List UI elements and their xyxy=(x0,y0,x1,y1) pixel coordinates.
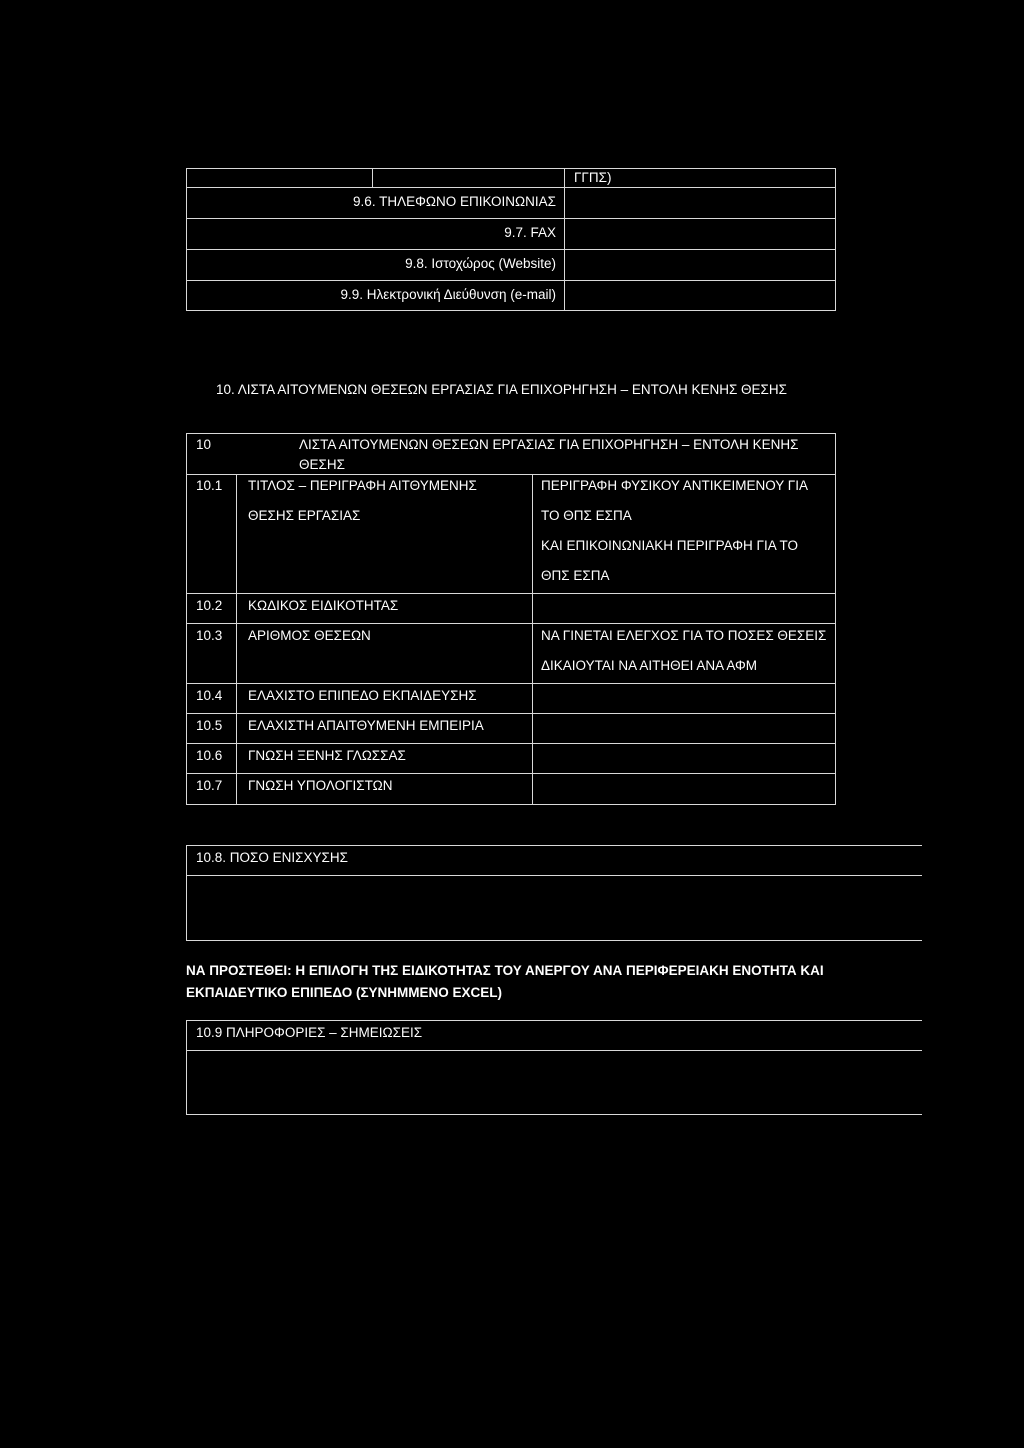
box-border xyxy=(186,845,922,846)
note-line: ΕΚΠΑΙΔΕΥΤΙΚΟ ΕΠΙΠΕΔΟ (ΣΥΝΗΜΜΕΝΟ EXCEL) xyxy=(186,985,503,1000)
table-border xyxy=(186,280,836,281)
box-border xyxy=(186,875,922,876)
table-border xyxy=(186,187,836,188)
ggps-fragment: ΓΓΠΣ) xyxy=(574,170,612,185)
table-border xyxy=(372,168,373,187)
row-value: ΠΕΡΙΓΡΑΦΗ ΦΥΣΙΚΟΥ ΑΝΤΙΚΕΙΜΕΝΟΥ ΓΙΑ xyxy=(541,478,808,493)
box-border xyxy=(186,1020,922,1021)
email-label: 9.9. Ηλεκτρονική Διεύθυνση (e-mail) xyxy=(340,287,556,302)
row-label: ΕΛΑΧΙΣΤΟ ΕΠΙΠΕΔΟ ΕΚΠΑΙΔΕΥΣΗΣ xyxy=(248,688,477,703)
row-number: 10.4 xyxy=(196,688,223,703)
table-border xyxy=(186,713,836,714)
row-value-cont: ΘΠΣ ΕΣΠΑ xyxy=(541,568,610,583)
row-label: ΕΛΑΧΙΣΤΗ ΑΠΑΙΤΘΥΜΕΝΗ ΕΜΠΕΙΡΙΑ xyxy=(248,718,484,733)
table-border xyxy=(186,773,836,774)
table-border xyxy=(186,804,836,805)
row-label: ΤΙΤΛΟΣ – ΠΕΡΙΓΡΑΦΗ ΑΙΤΘΥΜΕΝΗΣ xyxy=(248,478,477,493)
row-label: ΓΝΩΣΗ ΥΠΟΛΟΓΙΣΤΩΝ xyxy=(248,778,393,793)
table-border xyxy=(186,743,836,744)
row-number: 10.1 xyxy=(196,478,223,493)
table-border xyxy=(186,310,836,311)
row-number: 10.5 xyxy=(196,718,223,733)
table-border xyxy=(186,168,836,169)
table-border xyxy=(186,623,836,624)
header-title-cont: ΘΕΣΗΣ xyxy=(299,457,345,472)
table-border xyxy=(186,433,836,434)
table-border xyxy=(532,474,533,805)
row-value: ΝΑ ΓΙΝΕΤΑΙ ΕΛΕΓΧΟΣ ΓΙΑ ΤΟ ΠΟΣΕΣ ΘΕΣΕΙΣ xyxy=(541,628,827,643)
header-number: 10 xyxy=(196,437,212,452)
table-border xyxy=(564,168,565,311)
row-number: 10.2 xyxy=(196,598,223,613)
website-label: 9.8. Ιστοχώρος (Website) xyxy=(405,256,556,271)
row-number: 10.3 xyxy=(196,628,223,643)
table-border xyxy=(186,474,836,475)
table-border xyxy=(835,433,836,805)
row-number: 10.6 xyxy=(196,748,223,763)
box-border xyxy=(186,1114,922,1115)
box-border xyxy=(186,1020,187,1115)
box-border xyxy=(186,1050,922,1051)
box-border xyxy=(186,845,187,941)
row-label: ΓΝΩΣΗ ΞΕΝΗΣ ΓΛΩΣΣΑΣ xyxy=(248,748,406,763)
table-border xyxy=(236,474,237,805)
phone-label: 9.6. ΤΗΛΕΦΩΝΟ ΕΠΙΚΟΙΝΩΝΙΑΣ xyxy=(353,194,556,209)
row-label: ΑΡΙΘΜΟΣ ΘΕΣΕΩΝ xyxy=(248,628,371,643)
row-value-cont: ΚΑΙ ΕΠΙΚΟΙΝΩΝΙΑΚΗ ΠΕΡΙΓΡΑΦΗ ΓΙΑ ΤΟ xyxy=(541,538,798,553)
row-number: 10.7 xyxy=(196,778,223,793)
header-title: ΛΙΣΤΑ ΑΙΤΟΥΜΕΝΩΝ ΘΕΣΕΩΝ ΕΡΓΑΣΙΑΣ ΓΙΑ ΕΠΙΧΟΡΗΓΗΣΗ – ΕΝΤΟΛΗ ΚΕΝΗΣ xyxy=(299,437,799,452)
table-border xyxy=(186,168,187,311)
section-heading: 10. ΛΙΣΤΑ ΑΙΤΟΥΜΕΝΩΝ ΘΕΣΕΩΝ ΕΡΓΑΣΙΑΣ ΓΙΑ ΕΠΙΧΟΡΗΓΗΣΗ – ΕΝΤΟΛΗ ΚΕΝΗΣ ΘΕΣΗΣ xyxy=(216,382,787,397)
row-value-cont: ΔΙΚΑΙΟΥΤΑΙ ΝΑ ΑΙΤΗΘΕΙ ΑΝΑ ΑΦΜ xyxy=(541,658,758,673)
table-border xyxy=(186,433,187,805)
row-value-cont: ΤΟ ΘΠΣ ΕΣΠΑ xyxy=(541,508,632,523)
fax-label: 9.7. FAX xyxy=(504,225,556,240)
row-label-cont: ΘΕΣΗΣ ΕΡΓΑΣΙΑΣ xyxy=(248,508,361,523)
table-border xyxy=(186,593,836,594)
box-border xyxy=(186,940,922,941)
amount-label: 10.8. ΠΟΣΟ ΕΝΙΣΧΥΣΗΣ xyxy=(196,850,348,865)
table-border xyxy=(186,249,836,250)
note-line: ΝΑ ΠΡΟΣΤΕΘΕΙ: Η ΕΠΙΛΟΓΗ ΤΗΣ ΕΙΔΙΚΟΤΗΤΑΣ ΤΟΥ ΑΝΕΡΓΟΥ ΑΝΑ ΠΕΡΙΦΕΡΕΙΑΚΗ ΕΝΟΤΗΤΑ ΚΑΙ xyxy=(186,963,824,978)
table-border xyxy=(186,683,836,684)
table-border xyxy=(835,168,836,311)
table-border xyxy=(186,218,836,219)
info-label: 10.9 ΠΛΗΡΟΦΟΡΙΕΣ – ΣΗΜΕΙΩΣΕΙΣ xyxy=(196,1025,423,1040)
row-label: ΚΩΔΙΚΟΣ ΕΙΔΙΚΟΤΗΤΑΣ xyxy=(248,598,399,613)
